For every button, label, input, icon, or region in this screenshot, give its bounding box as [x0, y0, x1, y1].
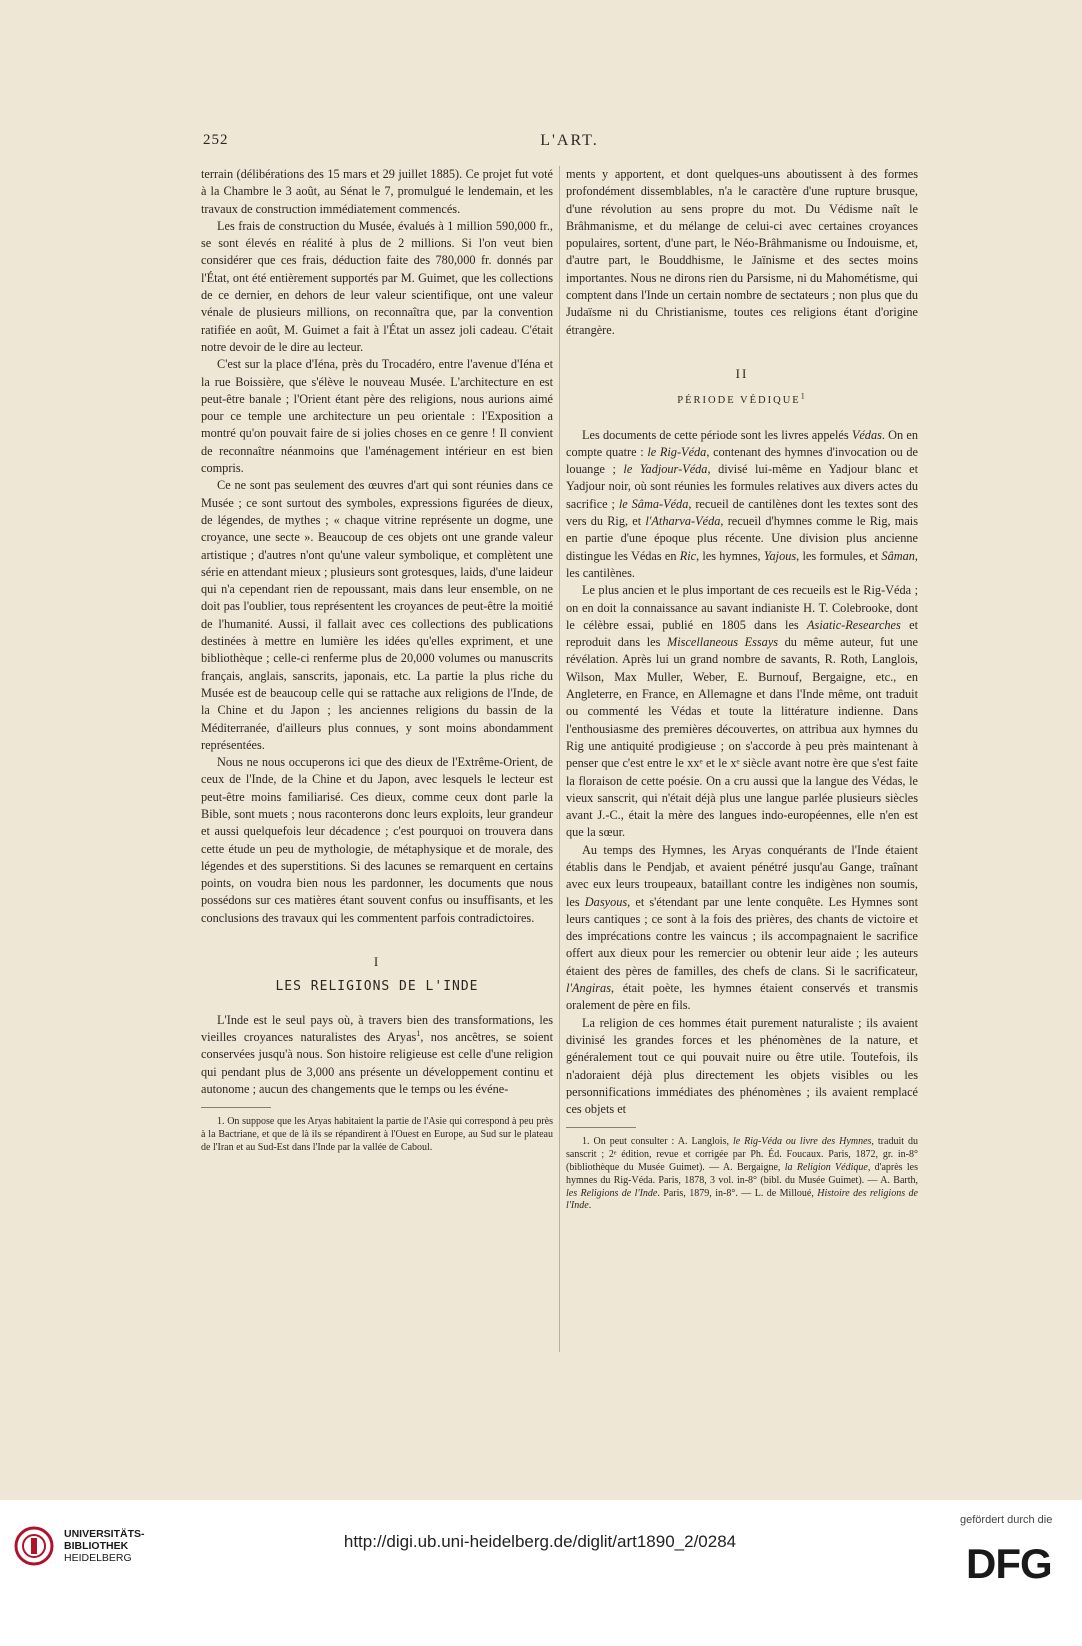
footer-bar: [0, 1500, 1082, 1646]
italic-term: la Religion Védique: [784, 1162, 868, 1174]
text-run: , les formules, et: [796, 548, 882, 563]
paragraph: La religion de ces hommes était purement naturaliste ; ils avaient divinisé les grandes forces et les phénomènes de la nature, et généralement tout ce qui pouvait nuire ou être utile. Toutefois, ils n'adoraient déjà plus directement les objets visibles ou les personnifications immédiates des phénomènes ; ils avaient remplacé ces objets et: [566, 1015, 918, 1117]
italic-term: Histoire des religions de l'Inde: [566, 1187, 918, 1212]
column-divider: [559, 166, 560, 1352]
text-run: , divisé lui-même en Yadjour blanc et Yadjour noir, où sont réunies les formules relatives aux divers actes du sacrifice ;: [566, 462, 918, 511]
library-name: [64, 1528, 145, 1564]
right-column: [566, 166, 918, 1213]
left-column: [201, 166, 553, 1155]
text-run: , nos ancêtres, se soient conservées jusqu'à nous. Son histoire religieuse est celle d'une religion qui pendant plus de 3,000 ans présente un développement continu et autonome ; aucun des changements que le temps ou les événe-: [201, 1029, 553, 1096]
section-title: [566, 392, 918, 409]
section-number: I: [373, 954, 381, 970]
university-seal-icon: [14, 1526, 54, 1566]
footnote-ref: 1: [416, 1028, 421, 1038]
italic-term: Yajous: [763, 548, 797, 563]
text-run: , était poète, les hymnes étaient conservés et transmis oralement de père en fils.: [566, 981, 918, 1013]
italic-term: Sâman: [881, 548, 915, 563]
paragraph: C'est sur la place d'Iéna, près du Trocadéro, entre l'avenue d'Iéna et la rue Boissière, que s'élève le nouveau Musée. L'architecture en est peut-être banale ; l'Orient étant père des religions, nous aurions aimé pour ce temple une architecture un peu orientale : l'Exposition a montré qu'on pouvait faire de si jolies choses en ce genre ! Il convient de reconnaître néanmoins que l'aménagement intérieur en est bien compris.: [201, 357, 553, 476]
italic-term: l'Angiras: [566, 981, 611, 996]
page-header: [203, 132, 936, 154]
footnote: 1. On suppose que les Aryas habitaient la partie de l'Asie qui correspond à peu près à la Bactriane, et que de là ils se répandirent à l'Ouest en Europe, au Sud sur le plateau de l'Iran et au Sud-Est dans l'Inde par la vallée de Caboul.: [201, 1116, 553, 1153]
section-title-text: PÉRIODE VÉDIQUE: [677, 395, 801, 407]
text-run: Les documents de cette période sont les livres appelés: [582, 427, 852, 442]
section-number: II: [735, 365, 749, 381]
text-run: , d'après les hymnes du Rig-Véda. Paris, 1878, 3 vol. in-8° (bibl. du Musée Guimet). — A. Barth,: [566, 1162, 918, 1186]
paragraph: [201, 1012, 553, 1098]
footnote-rule: [566, 1127, 636, 1128]
text-run: , recueil de cantilènes dont les textes sont des vers du Rig, et: [566, 496, 918, 529]
text-run: , contenant des hymnes d'invocation ou de louange ;: [566, 444, 919, 477]
paragraph: [566, 427, 918, 583]
italic-term: le Rig-Véda ou livre des Hymnes: [732, 1136, 872, 1148]
paragraph: [566, 582, 918, 841]
text-run: , les hymnes,: [696, 548, 764, 563]
italic-term: les Religions de l'Inde: [566, 1187, 658, 1199]
italic-term: le Yadjour-Véda: [623, 462, 708, 477]
footnote: [566, 1136, 918, 1213]
library-line: UNIVERSITÄTS-: [64, 1528, 145, 1540]
paragraph: [566, 842, 918, 1015]
text-run: Au temps des Hymnes, les Aryas conquérants de l'Inde étaient établis dans le Pendjab, et avaient pénétré jusqu'au Gange, traînant avec eux leurs troupeaux, bataillant contre les indigènes non soumis, les: [566, 842, 918, 909]
paragraph: ments y apportent, et dont quelques-uns aboutissent à des formes profondément dissemblables, n'a le caractère d'une rupture brusque, d'une révolution au sens propre du mot. Du Védisme naît le Brâhmanisme, et du mélange de celui-ci avec certaines croyances populaires, sortent, d'une part, le Néo-Brâhmanisme ou Indouisme, et, d'autre part, le Bouddhisme, le Jaïnisme et des sectes moins importantes. Nous ne dirons rien du Parsisme, ni du Mahométisme, qui comptent dans l'Inde un certain nombre de sectateurs ; non plus que du Judaïsme ni du Christianisme, toutes ces religions étant d'origine étrangère.: [566, 167, 918, 337]
dfg-logo: DFG: [966, 1540, 1052, 1587]
italic-term: Miscellaneous Essays: [667, 635, 779, 650]
library-line: HEIDELBERG: [64, 1552, 132, 1564]
text-run: , traduit du sanscrit ; 2ᵉ édition, revue et corrigée par Ph. Éd. Foucaux. Paris, 1872, gr. in-8° (bibliothèque du Musée Guimet). — A. Bergaigne,: [566, 1136, 918, 1174]
italic-term: le Rig-Véda: [647, 444, 707, 459]
italic-term: Asiatic-Researches: [807, 617, 901, 632]
text-run: 1. On peut consulter : A. Langlois,: [582, 1136, 733, 1148]
paragraph: Ce ne sont pas seulement des œuvres d'art qui sont réunies dans ce Musée ; ce sont surtout des symboles, expressions figurées de dieux, de légendes, de mythes ; « chaque vitrine représente un dogme, une croyance, une secte ». Beaucoup de ces objets ont une grande valeur artistique ; d'autres n'ont qu'une valeur symbolique, et complètent une série en attendant mieux ; plusieurs sont grotesques, laids, d'une laideur qui n'a cependant rien de repoussant, mais dans leur ensemble, on ne doit pas l'oublier, tous représentent les croyances de peut-être la moitié de l'humanité. Aussi, il fallait avec ces collections des publications destinées à mettre en lumière les idées qu'elles expriment, et une bibliothèque ; celle-ci renferme plus de 20,000 volumes ou manuscrits français, anglais, sanscrits, japonais, etc. La partie la plus riche du Musée est de beaucoup celle qui se rattache aux religions de l'Inde, de la Chine et du Japon ; les anciennes religions du bassin de la Méditerranée, d'ailleurs plus connues, y sont moins abondamment représentées.: [201, 478, 553, 752]
text-run: et reproduit dans les: [566, 617, 919, 650]
text-run: Le plus ancien et le plus important de ces recueils est le Rig-Véda ; on en doit la connaissance au savant indianiste H. T. Colebrooke, dont le célèbre essai, publié en 1805 dans les: [566, 583, 918, 632]
text-run: , et s'étendant par une lente conquête. Les Hymnes sont leurs cantiques ; ce sont à la fois des prières, des chants de victoire et des imprécations contre les vaincus ; ils accompagnaient le sacrifice offert aux dieux pour les remercier ou obtenir leur aide ; les auteurs étaient des pères de familles, des chefs de clans. Si le sacrificateur,: [566, 894, 918, 978]
funded-by-label: gefördert durch die: [960, 1514, 1053, 1526]
italic-term: Ric: [679, 548, 697, 563]
paragraph: Les frais de construction du Musée, évalués à 1 million 590,000 fr., se sont élevés en réalité à plus de 2 millions. Si l'on veut bien considérer que ces frais, déduction faite des 780,000 fr. donnés par l'État, ont été entièrement supportés par M. Guimet, que les collections de ce dernier, en dehors de leur valeur scientifique, ont une valeur vénale de plusieurs millions, on reconnaîtra que, par la convention ratifiée en août, M. Guimet a fait à l'État un assez joli cadeau. C'était notre devoir de le dire au lecteur.: [201, 218, 553, 354]
section-title: LES RELIGIONS DE L'INDE: [275, 979, 479, 995]
italic-term: le Sâma-Véda: [618, 496, 689, 511]
text-run: , recueil d'hymnes comme le Rig, mais en partie d'une époque plus récente. Une division plus ancienne distingue les Védas en: [566, 514, 918, 563]
paragraph: Nous ne nous occuperons ici que des dieux de l'Extrême-Orient, de ceux de l'Inde, de la Chine et du Japon, avec lesquels le lecteur est peut-être moins familiarisé. Ces dieux, comme ceux dont parle la Bible, sont muets ; nous raconterons donc leurs exploits, leur grandeur et aussi quelquefois leur décadence ; c'est pourquoi on trouvera dans cette étude un peu de mythologie, de métaphysique et de morale, des légendes et des superstitions. Si des lacunes se remarquent en certains points, on voudra bien nous les pardonner, les documents que nous possédons sur ces matières étant souvent confus ou insuffisants, et les conclusions des travaux qui les commentent parfois contradictoires.: [201, 755, 553, 925]
text-run: . On en compte quatre :: [566, 427, 918, 459]
library-line: BIBLIOTHEK: [64, 1540, 129, 1552]
text-run: . Paris, 1879, in-8°. — L. de Milloué,: [657, 1187, 818, 1199]
paragraph: terrain (délibérations des 15 mars et 29 juillet 1885). Ce projet fut voté à la Chambre le 3 août, au Sénat le 7, promulgué le lendemain, et les travaux de construction immédiatement commencés.: [201, 167, 553, 216]
text-run: L'Inde est le seul pays où, à travers bien des transformations, les vieilles croyances naturalistes des Aryas: [201, 1012, 553, 1044]
italic-term: Dasyous: [584, 894, 628, 909]
footnote-ref: 1: [800, 391, 807, 401]
permalink-url[interactable]: http://digi.ub.uni-heidelberg.de/diglit/art1890_2/0284: [343, 1532, 737, 1551]
text-run: .: [588, 1200, 592, 1212]
italic-term: Védas: [851, 427, 882, 442]
italic-term: l'Atharva-Véda: [645, 514, 721, 529]
text-run: , les cantilènes.: [566, 548, 918, 580]
text-run: du même auteur, fut une révélation. Après lui un grand nombre de savants, R. Roth, Langlois, Wilson, Max Muller, Weber, E. Burnouf, Bergaigne, etc., en Angleterre, en France, en Allemagne et dans l'Inde même, ont traduit ou commenté les Védas et toute la littérature indienne. Dans l'enthousiasme des premières découvertes, on attribua aux hymnes du Rig une antiquité prodigieuse ; on s'accorde à peu près maintenant à penser que c'est entre le xxᵉ et le xᵉ siècle avant notre ère que s'est faite la floraison de cette poésie. On a cru aussi que la langue des Védas, le vieux sanscrit, qui n'était déjà plus une langue parlée plusieurs siècles avant J.-C., était la mère des langues indo-européennes, elle n'en est que la sœur.: [566, 635, 918, 840]
footnote-rule: [201, 1107, 271, 1108]
page-number: 252: [203, 132, 229, 148]
running-head: L'ART.: [540, 132, 599, 149]
